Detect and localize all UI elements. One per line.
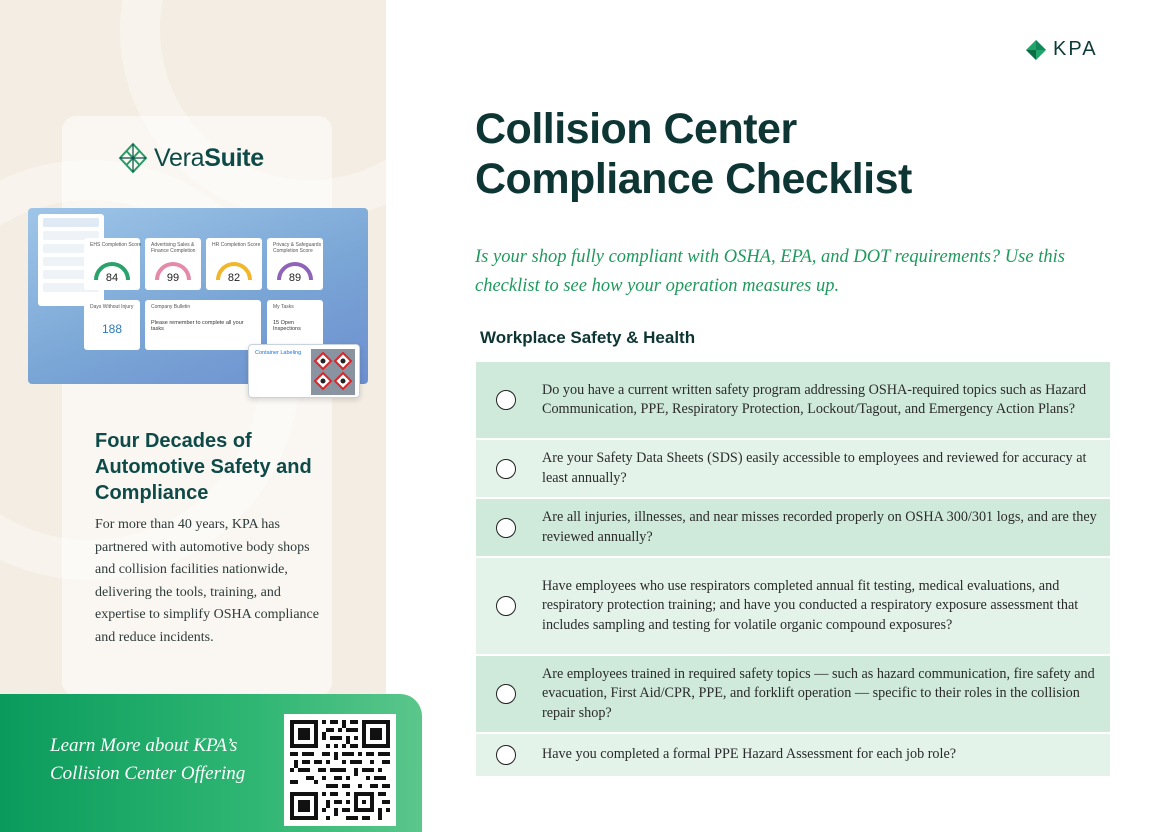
tile-title: Privacy & Safeguards Completion Score — [273, 242, 322, 254]
learn-more-banner[interactable] — [0, 694, 422, 832]
checklist-question: Have employees who use respirators completed annual fit testing, medical evaluations, and respiratory protection training; and have you conducted a respiratory exposure assessment that includes sampling and testing for volatile organic compound exposures? — [542, 577, 1079, 633]
injury-tile — [84, 300, 140, 350]
checklist-item — [476, 558, 1110, 656]
tasks-text: 15 Open Inspections — [273, 320, 301, 332]
qr-code-icon — [290, 720, 390, 820]
logo-text-bold: Suite — [204, 143, 264, 172]
checklist-question: Are employees trained in required safety topics — such as hazard communication, fire safety and evacuation, First Aid/CPR, PPE, and forklift operation — specific to their roles in the collision repair shop? — [542, 665, 1095, 721]
bulletin-text: Please remember to complete all your tasks — [151, 320, 244, 332]
qr-code[interactable] — [284, 714, 396, 826]
checklist-item — [476, 734, 1110, 778]
container-labeling-popup — [248, 344, 360, 398]
dashboard-tile — [267, 238, 323, 290]
tile-value: 89 — [288, 272, 302, 284]
checklist-question: Are all injuries, illnesses, and near misses recorded properly on OSHA 300/301 logs, and are they reviewed annually? — [542, 509, 1097, 545]
checklist-item — [476, 656, 1110, 734]
kpa-diamond-icon — [1025, 39, 1047, 61]
tile-value: 188 — [101, 322, 123, 336]
verasuite-logo — [118, 142, 264, 174]
tile-title: Days Without Injury — [90, 304, 134, 310]
tasks-tile — [267, 300, 323, 350]
tile-value: 84 — [105, 272, 119, 284]
checkbox-circle[interactable] — [496, 745, 516, 765]
tile-title: Advertising Sales & Finance Completion — [151, 242, 196, 254]
tile-title: EHS Completion Score — [90, 242, 142, 248]
page-title-line-2: Compliance Checklist — [475, 155, 912, 203]
section-title: Workplace Safety & Health — [480, 328, 696, 347]
dashboard-tile — [206, 238, 262, 290]
left-body-text: For more than 40 years, KPA has partnered with automotive body shops and collision facilities nationwide, delivering the tools, training, and expertise to simplify OSHA compliance and reduce incidents. — [95, 517, 319, 645]
bulletin-tile — [145, 300, 261, 350]
tile-title: My Tasks — [273, 304, 294, 310]
page-title-line-1: Collision Center — [475, 105, 797, 153]
intro-text: Is your shop fully compliant with OSHA, EPA, and DOT requirements? Use this checklist to see how your operation measures up. — [475, 247, 1065, 296]
hazard-pictogram-icon — [311, 349, 355, 395]
checklist-question: Do you have a current written safety program addressing OSHA-required topics such as Hazard Communication, PPE, Respiratory Protection, Lockout/Tagout, and Emergency Action Plans? — [542, 381, 1087, 417]
checkbox-circle[interactable] — [496, 459, 516, 479]
popup-title: Container Labeling — [255, 350, 302, 356]
dashboard-tile — [84, 238, 140, 290]
checklist-question: Are your Safety Data Sheets (SDS) easily accessible to employees and reviewed for accuracy at least annually? — [542, 450, 1087, 486]
page-title — [475, 104, 912, 204]
learn-more-text[interactable]: Learn More about KPA’s Collision Center Offering — [50, 735, 246, 784]
checklist-item — [476, 440, 1110, 499]
checkbox-circle[interactable] — [496, 390, 516, 410]
checkbox-circle[interactable] — [496, 684, 516, 704]
kpa-logo — [1025, 38, 1098, 61]
tile-title: HR Completion Score — [212, 242, 261, 248]
checklist-item — [476, 362, 1110, 440]
checkbox-circle[interactable] — [496, 596, 516, 616]
checkbox-circle[interactable] — [496, 518, 516, 538]
logo-text-light: Vera — [154, 143, 205, 172]
kpa-wordmark: KPA — [1053, 38, 1098, 60]
tile-value: 82 — [227, 272, 241, 284]
checklist-item — [476, 499, 1110, 558]
dashboard-tile — [145, 238, 201, 290]
tile-value: 99 — [166, 272, 180, 284]
verasuite-lattice-icon — [118, 142, 148, 174]
checklist — [476, 362, 1110, 778]
checklist-question: Have you completed a formal PPE Hazard Assessment for each job role? — [542, 746, 957, 763]
left-heading: Four Decades of Automotive Safety and Compliance — [95, 430, 312, 504]
tile-title: Company Bulletin — [151, 304, 191, 310]
